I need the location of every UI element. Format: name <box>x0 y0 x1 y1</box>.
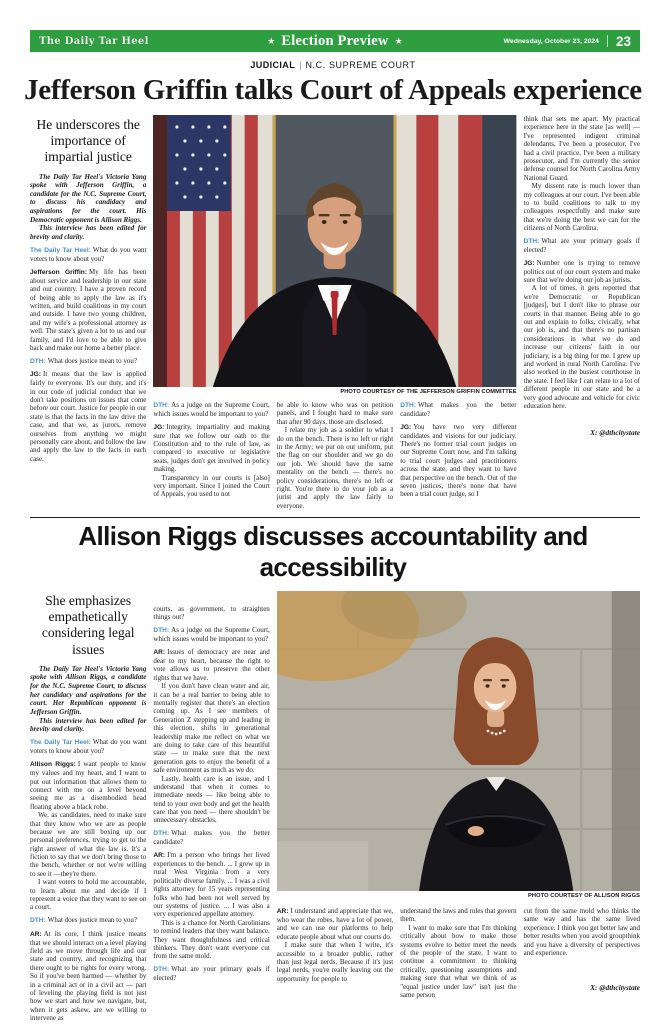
social-handle: X: @dthcitystate <box>590 428 640 438</box>
answer-text: Number one is trying to remove politics out of our court system and make sure that we're doing our job as jurists. <box>523 258 640 285</box>
question <box>153 626 269 643</box>
answer-text: I want people to know my values and my heart, and I want to put out information that allows them to connect with me on a level beyond seeing me as a disembodied head floating above a black robe. <box>30 760 147 811</box>
kicker-topic: N.C. SUPREME COURT <box>305 60 416 70</box>
question-label: The Daily Tar Heel: <box>30 739 91 747</box>
article2-intro: The Daily Tar Heel's Victoria Yang spoke with Allison Riggs, a candidate for the N.C. Supreme Court, to discuss her candidacy and aspirations for the court. Her Republican opponent is Jefferson Griffin. <box>30 664 147 717</box>
question-label: DTH: <box>400 402 416 409</box>
article1 <box>30 115 640 510</box>
article2-intro-note: This interview has been edited for brevity and clarity. <box>30 716 147 734</box>
answer <box>524 259 640 285</box>
article1-column-5 <box>524 115 640 510</box>
answer-continued: We, as candidates, need to make sure that they know who we are as people because we are still boxing up our personal preferences, trying to get to the right answer of what the law is. It's a fiction to say that we don't bring those to the bench, whether or not we're willing to see it —they're there. <box>30 811 147 878</box>
social-handle: X: @dthcitystate <box>590 983 640 993</box>
answer-label: AR: <box>276 908 289 916</box>
question-text: What does justice mean to you? <box>47 916 137 925</box>
answer-continued: I want to make sure that I'm thinking critically about how to make those systems evolve to better meet the needs of the people of the state. I want to continue a commitment to thinking critically, questioning assumptions and making sure that what we think of as "equal justice under law" isn't just the same person <box>400 923 517 999</box>
kicker <box>0 60 666 70</box>
kicker-separator: | <box>299 60 302 70</box>
answer-text: At its core, I think justice means that we should interact on a level playing field as we move through life and our state and country, and recognizing that there ought to be rights for every wrong. So if you've been harmed — whether by in a criminal act or in a civil act — part of leveling the playing field is not just how we start and how we navigate, but, when it gets askew, are we willing to intervene as <box>30 929 147 1023</box>
answer-label: JG: <box>153 423 165 431</box>
answer-label: AR: <box>153 852 166 860</box>
question-text: What does justice mean to you? <box>47 356 137 365</box>
article1-column-2 <box>153 399 269 510</box>
question <box>30 246 146 263</box>
answer-text: I'm a person who brings her lived experiences to the bench. ... I grew up in rural West Virginia from a very politically diverse family. ... I was a civil rights attorney for 15 years representing folks who had been not well served by our systems of justice. ... I was also a very experienced appellate attorney. <box>153 851 270 919</box>
answer-continued: cut from the same mold who thinks the same way and has the same lived experience. I think you get better law and better results when you avoid groupthink and you have a diversity of perspectives and experience. <box>523 907 640 958</box>
article2-photo-figure <box>277 591 640 905</box>
answer-text: Integrity, impartiality and making sure that we follow our oath to the Constitution and to the rule of law, as compared to executive or legislative seats, judges don't get involved in policy making. <box>153 422 270 474</box>
newspaper-logo: The Daily Tar Heel <box>39 35 149 47</box>
question-text: What are your primary goals if elected? <box>523 236 640 254</box>
answer-continued: I make sure that when I write, it's accessible to a broader public, rather than just legal nerds. Because if it's just legal nerds, you're really leaving out the opportunity for people to <box>276 941 394 983</box>
answer-continued: I relate my job as a soldier to what I do on the bench. There is no left or right in the Army; we put on our uniform, put the flag on our shoulder and we go do our job. We should have the same mentality on the bench — there's no policy considerations, there's no left or right. You're there to do your job as a jurist and apply the law fairly to everyone. <box>276 426 394 510</box>
question-label: DTH: <box>30 917 46 925</box>
answer <box>30 930 146 1023</box>
answer-continued: courts, as government, to straighten things out? <box>153 605 270 622</box>
answer-continued: Transparency in our courts is [also] very important. Since I joined the Court of Appeals, you used to not <box>153 473 270 499</box>
answer-continued: be able to know who was on petition panels, and I fought hard to make sure that after 90 days, those are disclosed. <box>276 401 394 426</box>
question <box>30 357 146 366</box>
answer-continued: Lastly, health care is an issue, and I understand that when it comes to immediate needs — like being able to tend to your own body and get the health care that you need — there shouldn't be unnecessary obstacles. <box>153 774 270 825</box>
answer-label: JG: <box>400 423 412 431</box>
answer <box>30 268 146 352</box>
question <box>153 401 269 418</box>
answer-continued: If you don't have clean water and air, it can be a real barrier to being able to mentally register that there's an election coming up. As I see members of Generation Z stepping up and leading in this election, shifts in generational leadership make me reflect on what we are doing to take care of this beautiful state — to make sure that the next generation gets to enjoy the benefit of a safe environment as much as we do. <box>153 682 270 775</box>
answer-text: My life has been about service and leadership in our state and our country. I have a proven record of being able to apply the law as it's written, and build coalitions in my court and outside. I have two young children, and my wife's a professional attorney as well. The state's given a lot to us and our family, and I'd love to be able to give back and make our home a better place. <box>30 267 147 353</box>
answer-continued: think that sets me apart. My practical experience here in the state [as well] — I've represented indigent criminal defendants, I've been a prosecutor, I've had a civil practice, I've been a military prosecutor, and I'm currently the senior defense counsel for North Carolina Army National Guard. <box>523 115 640 182</box>
issue-date: Wednesday, October 23, 2024 <box>503 37 599 45</box>
answer <box>400 423 516 499</box>
question-label: DTH: <box>30 357 46 365</box>
answer-label: JG: <box>30 371 41 379</box>
answer <box>30 370 146 463</box>
question-text: What do you want voters to know about you? <box>30 246 147 264</box>
article1-intro-note: This interview has been edited for brevity and clarity. <box>30 224 147 242</box>
article-divider <box>30 517 640 518</box>
masthead-right <box>504 34 631 49</box>
article2-column-3 <box>277 905 393 1022</box>
question-label: DTH: <box>153 830 170 838</box>
article1-photo-caption: PHOTO COURTESY OF THE JEFFERSON GRIFFIN COMMITTEE <box>340 389 517 395</box>
question <box>153 965 269 982</box>
question-text: What makes you the better candidate? <box>153 829 270 847</box>
answer-continued: I want voters to hold me accountable, to learn about me and decide if I represent a voice that they want to see on a court. <box>30 878 147 912</box>
star-icon: ★ <box>267 35 276 46</box>
masthead-divider <box>607 35 608 47</box>
question-label: DTH: <box>153 402 170 409</box>
answer <box>153 648 269 682</box>
question-text: As a judge on the Supreme Court, which issues would be important to you? <box>153 626 270 644</box>
answer <box>153 851 269 919</box>
article1-column-1 <box>30 115 146 510</box>
question <box>30 738 146 755</box>
jefferson-griffin-photo <box>153 115 516 387</box>
answer-text: You have two very different candidates and visions for our judiciary. There's no former trial court judges on our Supreme Court now, and I'm talking to trial court judges and practitioners across the state, and they want to have that perspective on the bench. Out of the seven justices, there's none that have been a trial court judge, so I <box>400 422 517 499</box>
article1-column-4 <box>400 399 516 510</box>
answer-continued: This is a chance for North Carolinians to remind leaders that they want balance. They want thoughtfulness and critical thinkers. They don't want everyone cut from the same mold. <box>153 918 270 961</box>
allison-riggs-photo <box>277 591 640 891</box>
answer-continued: My dissent rate is much lower than my colleagues at our court. I've been able to to build coalitions to talk to my colleagues respectfully and make sure that we're doing the best we can for the citizens of North Carolina. <box>523 182 640 233</box>
answer-text: I understand and appreciate that we, who wear the robes, have a lot of power, and we can use our platforms to help educate people about what our courts do. <box>276 907 394 941</box>
answer-label: AR: <box>153 649 166 657</box>
question-label: The Daily Tar Heel: <box>30 247 91 255</box>
answer-text: It means that the law is applied fairly to everyone. It's our duty, and it's in our code of judicial conduct that we don't take positions on issues that come before our court. Justice for people in our state is that the facts in the law drive the case, and that we, as jurors, remove ourselves from anything we might personally care about, and follow the law and apply the law to the facts in each case. <box>30 370 147 463</box>
article2 <box>30 591 640 1022</box>
answer-label: Jefferson Griffin: <box>30 268 87 276</box>
article2-headline: Allison Riggs discusses accountability and accessibility <box>78 521 588 583</box>
question-text: As a judge on the Supreme Court, which issues would be important to you? <box>153 401 270 418</box>
question <box>400 401 516 418</box>
article1-subhead: He underscores the importance of impartial justice <box>36 117 140 165</box>
question <box>153 829 269 846</box>
answer <box>30 760 146 811</box>
article1-intro: The Daily Tar Heel's Victoria Yang spoke with Jefferson Griffin, a candidate for the N.C. Supreme Court, to discuss his candidacy and aspirations for the court. His Democratic opponent is Allison Riggs. <box>30 172 147 224</box>
article1-photo-figure <box>153 115 516 399</box>
question-label: DTH: <box>153 627 170 635</box>
answer <box>277 907 393 941</box>
answer-label: AR: <box>30 930 42 938</box>
kicker-section: JUDICIAL <box>250 60 296 70</box>
question-label: DTH: <box>523 237 540 245</box>
article2-column-2 <box>153 591 269 1022</box>
question <box>30 916 146 925</box>
article1-headline: Jefferson Griffin talks Court of Appeals experience <box>24 74 642 106</box>
question <box>524 237 640 254</box>
banner-title: Election Preview <box>281 32 389 49</box>
answer-label: Allison Riggs: <box>30 761 76 769</box>
article2-column-1 <box>30 591 146 1022</box>
answer-continued: A lot of times, it gets reported that we're Democratic or Republican [judges], but I don't like to phrase our courts in that manner. Being able to go out and explain to folks, civically, what our job is, and that there's no partisan considerations in what we do and increase our citizens' faith in our judiciary, is a big thing for me. I grew up and worked in rural North Carolina. I've also worked in the busiest courthouse in the state. I feel like I can relate to a lot of different people in our state and be a very good advocate and vehicle for civic education here. <box>523 284 640 410</box>
article2-column-5 <box>524 905 640 1022</box>
question-text: What are your primary goals if elected? <box>153 965 270 983</box>
article2-column-4 <box>400 905 516 1022</box>
article1-column-3 <box>277 399 393 510</box>
question-label: DTH: <box>153 966 170 974</box>
answer-continued: understand the laws and rules that govern them. <box>400 907 517 924</box>
answer <box>153 423 269 474</box>
masthead <box>30 30 640 52</box>
page-number: 23 <box>615 33 631 49</box>
answer-text: Issues of democracy are near and dear to my heart, because the right to vote allows us to preserve the other rights that we have. <box>153 648 270 682</box>
article2-photo-caption: PHOTO COURTESY OF ALLISON RIGGS <box>527 893 640 900</box>
question-text: What do you want voters to know about you? <box>30 738 147 756</box>
answer-label: JG: <box>523 259 535 267</box>
star-icon: ★ <box>394 35 403 46</box>
question-text: What makes you the better candidate? <box>400 401 517 418</box>
article2-subhead: She emphasizes empathetically considering legal issues <box>41 593 135 657</box>
